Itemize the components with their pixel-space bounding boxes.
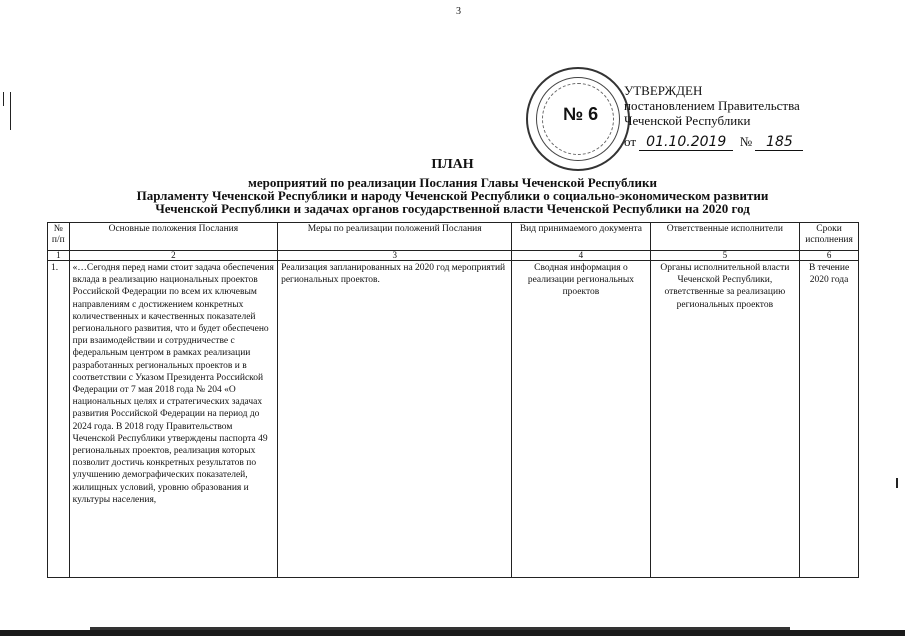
approval-line-2: постановлением Правительства [624, 98, 800, 113]
subtitle-line-1: мероприятий по реализации Послания Главы Чеченской Республики [248, 175, 657, 190]
scan-margin-mark [896, 478, 898, 488]
row-number: 1. [48, 261, 70, 578]
column-number: 2 [69, 251, 277, 261]
column-number: 1 [48, 251, 70, 261]
subtitle-line-3: Чеченской Республики и задачах органов государственной власти Чеченской Республики на 2020 год [155, 201, 750, 216]
document-subtitle [0, 176, 905, 215]
table-row [48, 261, 859, 578]
implementation-measures: Реализация запланированных на 2020 год мероприятий региональных проектов. [278, 261, 512, 578]
scan-margin-mark [3, 92, 4, 106]
column-number-row [48, 251, 859, 261]
message-provisions: «…Сегодня перед нами стоит задача обеспечения вклада в реализацию национальных проектов Российской Федерации по всем их ключевым направлениям с достижением конкретных количественных и качественных показателей регионального развития, что и будет обеспечено при взаимодействии и сотрудничестве с федеральным центром в рамках реализации разработанных региональных проектов и в соответствии с Указом Президента Российской Федерации от 7 мая 2018 года № 204 «О национальных целях и стратегических задачах развития Российской Федерации на период до 2024 года. В 2018 году Правительством Чеченской Республики утверждены паспорта 49 региональных проектов, реализация которых позволит достичь конкретных результатов по улучшению демографических показателей, жилищных условий, уровню образования и культуры населения, [69, 261, 277, 578]
document-title: ПЛАН [431, 157, 474, 172]
seal-number: № 6 [563, 104, 599, 124]
scan-margin-mark [10, 92, 11, 130]
page-number: 3 [456, 6, 461, 17]
header-cell: Сроки исполнения [800, 223, 859, 251]
subtitle-line-2: Парламенту Чеченской Республики и народу Чеченской Республики о социально-экономическом развитии [136, 188, 769, 203]
approval-line-3: Чеченской Республики [624, 113, 751, 128]
number-prefix: № [739, 134, 753, 149]
column-number: 3 [278, 251, 512, 261]
table-header-row [48, 223, 859, 251]
column-number: 4 [512, 251, 650, 261]
date-prefix: от [624, 134, 637, 149]
responsible-executors: Органы исполнительной власти Чеченской Республики, ответственные за реализацию региональных проектов [650, 261, 800, 578]
approval-date-line [624, 134, 803, 151]
approval-block [624, 83, 803, 151]
deadline: В течение 2020 года [800, 261, 859, 578]
document-type: Сводная информация о реализации региональных проектов [512, 261, 650, 578]
header-cell: Вид принимаемого документа [512, 223, 650, 251]
plan-table [47, 222, 859, 578]
header-cell: Основные положения Послания [69, 223, 277, 251]
approval-number: 185 [755, 135, 803, 151]
header-cell: Меры по реализации положений Послания [278, 223, 512, 251]
header-cell: № п/п [48, 223, 70, 251]
scan-edge-shadow [0, 630, 905, 636]
approval-title: УТВЕРЖДЕН [624, 83, 703, 98]
column-number: 6 [800, 251, 859, 261]
header-cell: Ответственные исполнители [650, 223, 800, 251]
approval-date: 01.10.2019 [639, 135, 733, 151]
column-number: 5 [650, 251, 800, 261]
